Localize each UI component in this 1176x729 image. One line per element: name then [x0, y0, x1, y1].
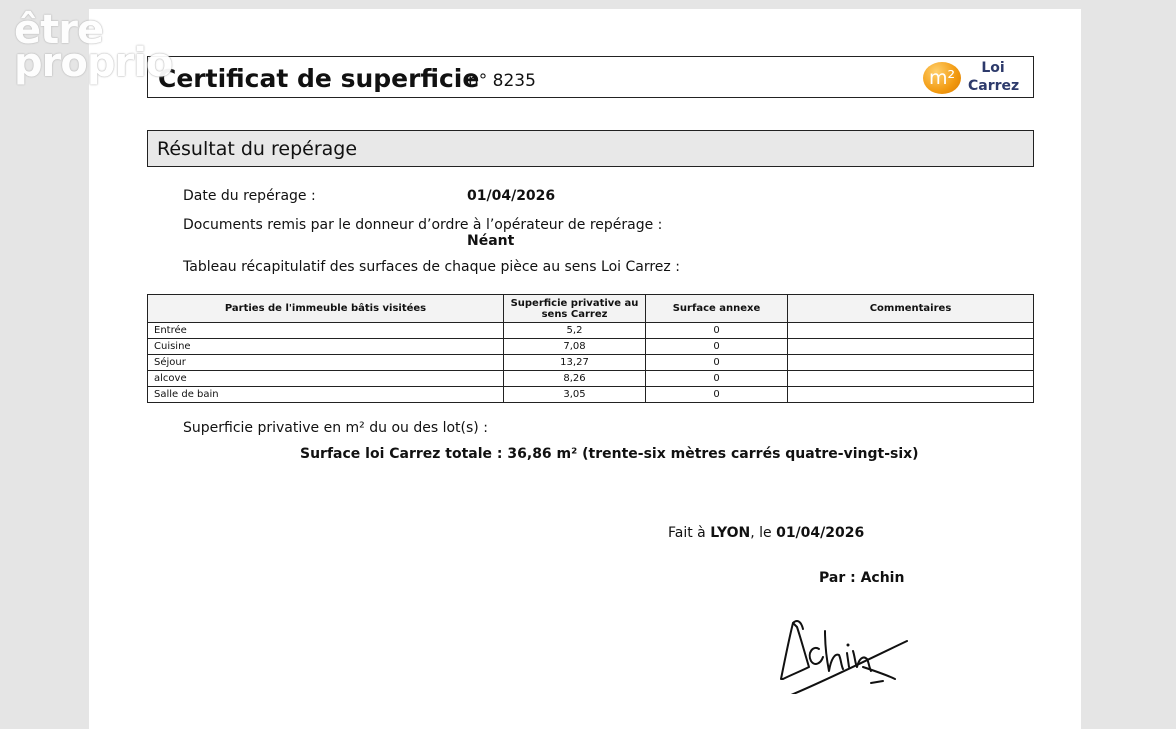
room-carrez-surface: 5,2 — [504, 323, 646, 339]
room-comment — [788, 323, 1034, 339]
table-intro: Tableau récapitulatif des surfaces de chaque pièce au sens Loi Carrez : — [183, 259, 680, 275]
date-value: 01/04/2026 — [467, 188, 556, 204]
col-header-commentaires: Commentaires — [788, 295, 1034, 323]
total-surface: Surface loi Carrez totale : 36,86 m² (trente-six mètres carrés quatre-vingt-six) — [300, 446, 919, 462]
room-comment — [788, 355, 1034, 371]
signatory: Par : Achin — [819, 570, 905, 586]
table-row — [148, 355, 1034, 371]
place-and-date: Fait à LYON, le 01/04/2026 — [668, 525, 865, 541]
documents-value: Néant — [467, 233, 515, 249]
loi-carrez-logo-icon: m² — [923, 62, 961, 94]
table-row — [148, 323, 1034, 339]
documents-label: Documents remis par le donneur d’ordre à l’opérateur de repérage : — [183, 217, 663, 233]
col-header-superficie: Superficie privative au sens Carrez — [504, 295, 646, 323]
room-name: alcove — [148, 371, 504, 387]
etre-proprio-watermark-logo: être proprio — [14, 7, 173, 86]
col-header-parties: Parties de l'immeuble bâtis visitées — [148, 295, 504, 323]
certificate-header — [147, 56, 1034, 98]
room-annex-surface: 0 — [646, 339, 788, 355]
room-annex-surface: 0 — [646, 323, 788, 339]
col-header-annexe: Surface annexe — [646, 295, 788, 323]
surfaces-table — [147, 294, 1034, 403]
room-name: Séjour — [148, 355, 504, 371]
room-carrez-surface: 3,05 — [504, 387, 646, 403]
table-row — [148, 387, 1034, 403]
table-row — [148, 371, 1034, 387]
section-header — [147, 130, 1034, 167]
handwritten-signature — [779, 609, 909, 694]
room-comment — [788, 371, 1034, 387]
room-carrez-surface: 8,26 — [504, 371, 646, 387]
room-carrez-surface: 7,08 — [504, 339, 646, 355]
room-annex-surface: 0 — [646, 371, 788, 387]
document-page — [89, 9, 1081, 729]
section-title: Résultat du repérage — [157, 138, 358, 160]
room-carrez-surface: 13,27 — [504, 355, 646, 371]
city: LYON — [710, 525, 751, 541]
loi-carrez-logo-text: Loi Carrez — [968, 60, 1020, 94]
room-annex-surface: 0 — [646, 387, 788, 403]
summary-label: Superficie privative en m² du ou des lot(s) : — [183, 420, 488, 436]
date-label: Date du repérage : — [183, 188, 316, 204]
table-row — [148, 339, 1034, 355]
room-comment — [788, 339, 1034, 355]
room-annex-surface: 0 — [646, 355, 788, 371]
table-header-row — [148, 295, 1034, 323]
room-name: Salle de bain — [148, 387, 504, 403]
certificate-title: Certificat de superficie — [158, 64, 480, 93]
room-name: Entrée — [148, 323, 504, 339]
room-comment — [788, 387, 1034, 403]
room-name: Cuisine — [148, 339, 504, 355]
signature-date: 01/04/2026 — [776, 525, 865, 541]
certificate-number: n° 8235 — [468, 71, 536, 91]
